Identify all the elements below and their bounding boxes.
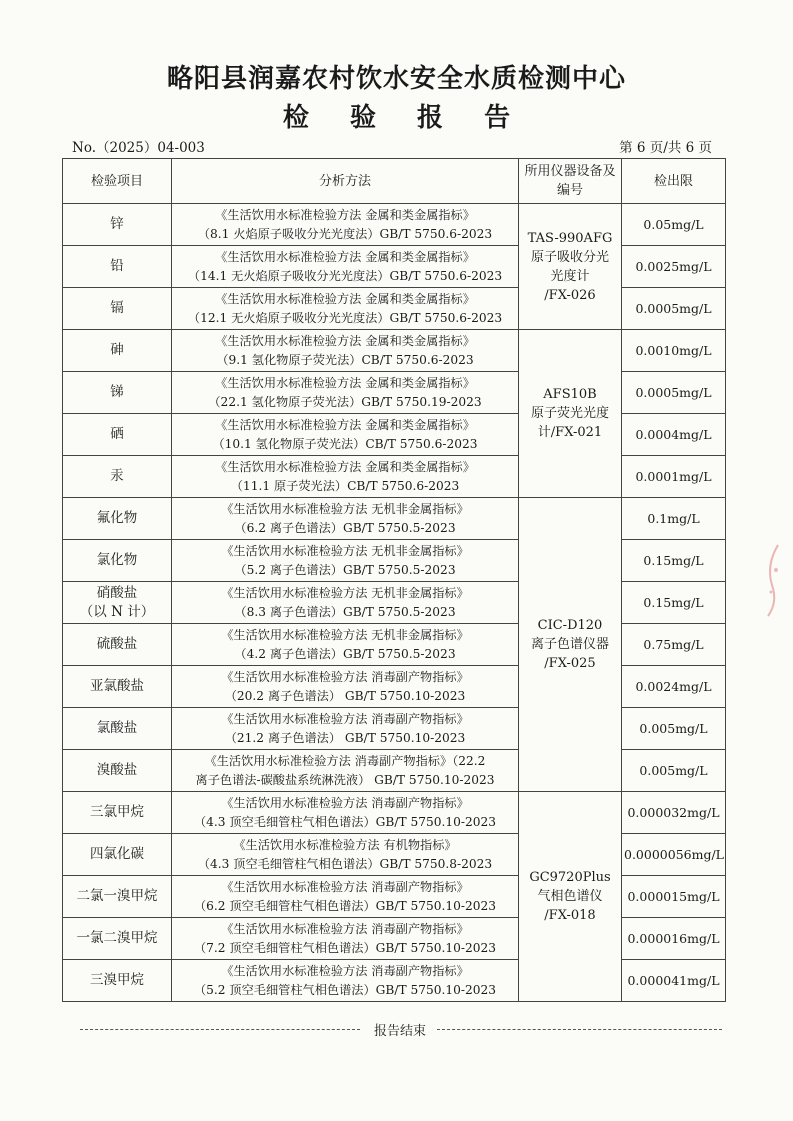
method-cell (172, 792, 519, 834)
item-name: 溴酸盐 (63, 750, 172, 792)
item-name: 锌 (63, 204, 172, 246)
method-line: （12.1 无火焰原子吸收分光光度法）GB/T 5750.6-2023 (187, 310, 503, 325)
table-row (63, 582, 726, 624)
instrument-line: /FX-026 (544, 287, 596, 303)
method-line: 《生活饮用水标准检验方法 金属和类金属指标》 (215, 375, 475, 390)
method-line: （8.3 离子色谱法）GB/T 5750.5-2023 (234, 604, 456, 619)
method-cell (172, 246, 519, 288)
method-line: （9.1 氢化物原子荧光法）CB/T 5750.6-2023 (216, 352, 474, 367)
table-row (63, 330, 726, 372)
method-cell (172, 750, 519, 792)
report-meta (72, 136, 712, 154)
instrument-cell (519, 330, 622, 498)
method-line: 《生活饮用水标准检验方法 金属和类金属指标》 (215, 207, 475, 222)
method-cell (172, 204, 519, 246)
method-line: 《生活饮用水标准检验方法 消毒副产物指标》 (221, 669, 469, 684)
table-row (63, 750, 726, 792)
detection-limit: 0.000032mg/L (622, 792, 726, 834)
table-row (63, 624, 726, 666)
method-cell (172, 582, 519, 624)
item-name: 硒 (63, 414, 172, 456)
method-line: 《生活饮用水标准检验方法 无机非金属指标》 (221, 543, 469, 558)
item-name-cell (63, 582, 172, 624)
header-instrument: 所用仪器设备及编号 (519, 159, 622, 204)
instrument-cell (519, 498, 622, 792)
lab-name-title: 略阳县润嘉农村饮水安全水质检测中心 (166, 64, 626, 94)
method-line: （6.2 离子色谱法）GB/T 5750.5-2023 (234, 520, 456, 535)
table-row (63, 540, 726, 582)
method-cell (172, 330, 519, 372)
item-name: 镉 (63, 288, 172, 330)
table-row (63, 246, 726, 288)
table-row (63, 876, 726, 918)
item-name: 铅 (63, 246, 172, 288)
report-number: No.（2025）04-003 (72, 140, 205, 156)
method-line: 《生活饮用水标准检验方法 有机物指标》 (233, 837, 457, 852)
detection-limit: 0.000016mg/L (622, 918, 726, 960)
instrument-line: 光度计 (550, 268, 590, 284)
seal-stamp-fragment (758, 540, 788, 620)
method-line: （20.2 离子色谱法） GB/T 5750.10-2023 (224, 688, 466, 703)
item-name: 四氯化碳 (63, 834, 172, 876)
table-row (63, 456, 726, 498)
header-item: 检验项目 (63, 159, 172, 204)
method-cell (172, 708, 519, 750)
method-line: 《生活饮用水标准检验方法 消毒副产物指标》 (221, 963, 469, 978)
method-line: （6.2 顶空毛细管柱气相色谱法）GB/T 5750.10-2023 (193, 898, 497, 913)
method-line: 《生活饮用水标准检验方法 金属和类金属指标》 (215, 459, 475, 474)
detection-limit: 0.1mg/L (622, 498, 726, 540)
detection-limit: 0.0004mg/L (622, 414, 726, 456)
instrument-cell (519, 792, 622, 1002)
instrument-line: 计/FX-021 (537, 425, 603, 440)
item-name: 汞 (63, 456, 172, 498)
table-row (63, 708, 726, 750)
table-row (63, 666, 726, 708)
header-method: 分析方法 (172, 159, 519, 204)
method-line: （10.1 氢化物原子荧光法）CB/T 5750.6-2023 (212, 436, 478, 451)
instrument-line: 离子色谱仪器 (530, 637, 609, 652)
detection-limit: 0.0000056mg/L (622, 834, 726, 876)
instrument-line: 气相色谱仪 (537, 889, 603, 904)
detection-limit: 0.0025mg/L (622, 246, 726, 288)
item-name-note: （以 N 计） (79, 603, 155, 620)
table-row (63, 918, 726, 960)
method-line: （8.1 火焰原子吸收分光光度法）GB/T 5750.6-2023 (197, 226, 493, 241)
method-line: 《生活饮用水标准检验方法 无机非金属指标》 (221, 501, 469, 516)
method-cell (172, 960, 519, 1002)
item-name: 氯化物 (63, 540, 172, 582)
item-name: 三氯甲烷 (63, 792, 172, 834)
page-indicator: 第 6 页/共 6 页 (619, 140, 712, 156)
item-name: 三溴甲烷 (63, 960, 172, 1002)
method-line: （4.2 离子色谱法）GB/T 5750.5-2023 (234, 646, 456, 661)
item-name: 砷 (63, 330, 172, 372)
detection-limit: 0.15mg/L (622, 582, 726, 624)
instrument-line: AFS10B (543, 387, 597, 402)
table-row (63, 960, 726, 1002)
method-line: （4.3 顶空毛细管柱气相色谱法）GB/T 5750.10-2023 (193, 814, 497, 829)
method-cell (172, 666, 519, 708)
instrument-line: 原子荧光光度 (530, 406, 609, 421)
test-results-table (62, 158, 726, 1002)
instrument-line: TAS-990AFG (527, 230, 613, 246)
detection-limit: 0.15mg/L (622, 540, 726, 582)
method-line: 《生活饮用水标准检验方法 金属和类金属指标》 (215, 417, 475, 432)
table-row (63, 498, 726, 540)
item-name: 亚氯酸盐 (63, 666, 172, 708)
method-cell (172, 498, 519, 540)
footer-dash-right (437, 1029, 722, 1030)
method-line: 《生活饮用水标准检验方法 无机非金属指标》 (221, 627, 469, 642)
method-line: （4.3 顶空毛细管柱气相色谱法）GB/T 5750.8-2023 (197, 856, 493, 871)
instrument-line: /FX-018 (544, 908, 596, 923)
method-line: （5.2 离子色谱法）GB/T 5750.5-2023 (234, 562, 456, 577)
detection-limit: 0.000041mg/L (622, 960, 726, 1002)
detection-limit: 0.0010mg/L (622, 330, 726, 372)
method-line: （22.1 氢化物原子荧光法）GB/T 5750.19-2023 (208, 394, 482, 409)
footer-dash-left (80, 1029, 360, 1030)
detection-limit: 0.005mg/L (622, 750, 726, 792)
method-line: 《生活饮用水标准检验方法 消毒副产物指标》 (221, 879, 469, 894)
method-line: 《生活饮用水标准检验方法 金属和类金属指标》 (215, 249, 475, 264)
table-row (63, 792, 726, 834)
item-name: 锑 (63, 372, 172, 414)
method-cell (172, 414, 519, 456)
method-line: 《生活饮用水标准检验方法 消毒副产物指标》 (221, 795, 469, 810)
detection-limit: 0.05mg/L (622, 204, 726, 246)
table-row (63, 372, 726, 414)
method-cell (172, 540, 519, 582)
item-name: 一氯二溴甲烷 (63, 918, 172, 960)
instrument-line: GC9720Plus (529, 870, 611, 885)
instrument-line: 原子吸收分光 (530, 249, 609, 265)
item-name: 硝酸盐 (96, 584, 138, 601)
detection-limit: 0.0001mg/L (622, 456, 726, 498)
table-row (63, 414, 726, 456)
method-line: 离子色谱法-碳酸盐系统淋洗液） GB/T 5750.10-2023 (195, 772, 495, 787)
method-cell (172, 918, 519, 960)
table-row (63, 834, 726, 876)
method-line: 《生活饮用水标准检验方法 金属和类金属指标》 (215, 333, 475, 348)
method-line: （5.2 顶空毛细管柱气相色谱法）GB/T 5750.10-2023 (193, 982, 497, 997)
report-title: 检 验 报 告 (282, 103, 527, 133)
detection-limit: 0.000015mg/L (622, 876, 726, 918)
item-name: 二氯一溴甲烷 (63, 876, 172, 918)
instrument-line: /FX-025 (544, 656, 596, 671)
table-header-row (63, 159, 726, 204)
method-line: （7.2 顶空毛细管柱气相色谱法）GB/T 5750.10-2023 (193, 940, 497, 955)
method-line: （14.1 无火焰原子吸收分光光度法）GB/T 5750.6-2023 (187, 268, 503, 283)
method-cell (172, 456, 519, 498)
detection-limit: 0.0005mg/L (622, 372, 726, 414)
method-cell (172, 834, 519, 876)
method-line: （11.1 原子荧光法）CB/T 5750.6-2023 (230, 478, 460, 493)
detection-limit: 0.0024mg/L (622, 666, 726, 708)
item-name: 硫酸盐 (63, 624, 172, 666)
table-row (63, 288, 726, 330)
method-line: （21.2 离子色谱法） GB/T 5750.10-2023 (224, 730, 466, 745)
table-row (63, 204, 726, 246)
method-line: 《生活饮用水标准检验方法 消毒副产物指标》 (221, 921, 469, 936)
instrument-cell (519, 204, 622, 330)
detection-limit: 0.0005mg/L (622, 288, 726, 330)
method-line: 《生活饮用水标准检验方法 消毒副产物指标》 (221, 711, 469, 726)
method-line: 《生活饮用水标准检验方法 无机非金属指标》 (221, 585, 469, 600)
report-end-line (75, 1020, 725, 1039)
header-limit: 检出限 (622, 159, 726, 204)
method-cell (172, 624, 519, 666)
detection-limit: 0.005mg/L (622, 708, 726, 750)
item-name: 氯酸盐 (63, 708, 172, 750)
detection-limit: 0.75mg/L (622, 624, 726, 666)
instrument-line: CIC-D120 (537, 618, 603, 633)
method-line: 《生活饮用水标准检验方法 金属和类金属指标》 (215, 291, 475, 306)
item-name: 氟化物 (63, 498, 172, 540)
report-end-text: 报告结束 (373, 1024, 426, 1039)
method-cell (172, 288, 519, 330)
method-cell (172, 372, 519, 414)
method-cell (172, 876, 519, 918)
method-line: 《生活饮用水标准检验方法 消毒副产物指标》（22.2 (204, 753, 486, 768)
